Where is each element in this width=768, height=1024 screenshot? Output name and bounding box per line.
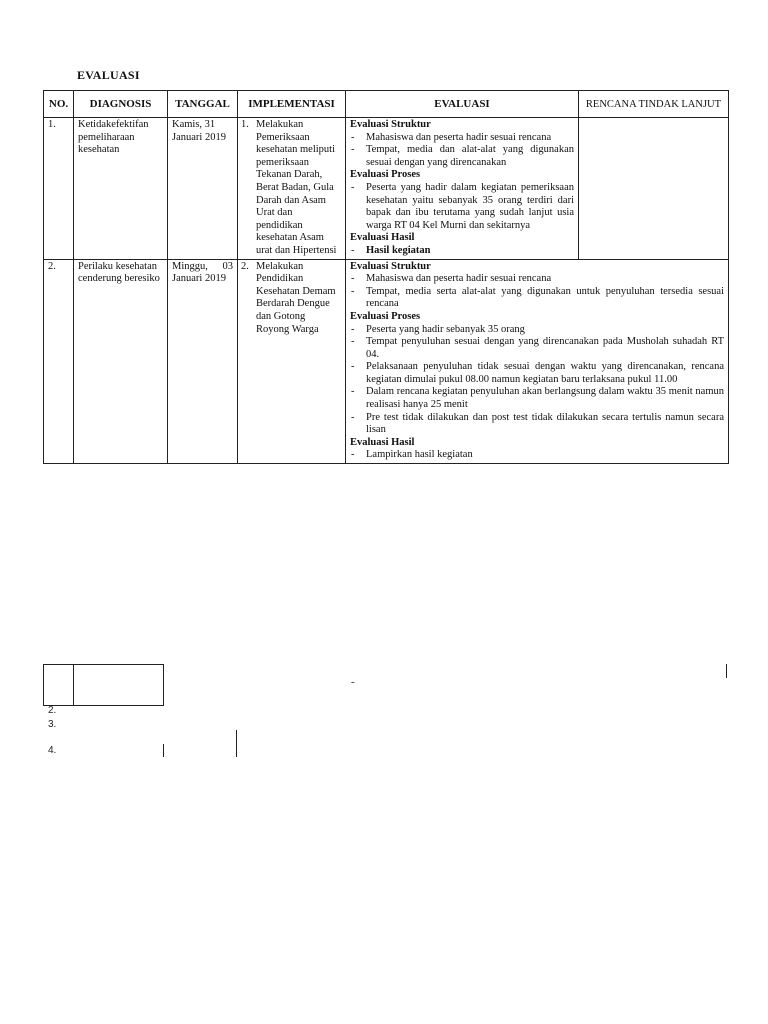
fragment-rule [163, 744, 164, 757]
header-tanggal: TANGGAL [168, 91, 238, 118]
impl-text: Melakukan Pemeriksaan kesehatan meliputi pemeriksaan Tekanan Darah, Berat Badan, Gula Darah dan Asam Urat dan pendidikan kesehatan Asam urat dan Hipertensi [256, 119, 337, 256]
list-item: - Dalam rencana kegiatan penyuluhan akan berlangsung dalam waktu 35 menit namun realisasi hanya 25 menit [351, 386, 724, 411]
list-item: - Mahasiswa dan peserta hadir sesuai rencana [351, 131, 552, 143]
cell-no: 1. [44, 118, 74, 260]
eval-hasil-title: Evaluasi Hasil [350, 436, 415, 448]
eval-proses-title: Evaluasi Proses [350, 310, 421, 322]
impl-number: 2. [241, 260, 249, 272]
table-fragment-divider [73, 665, 74, 705]
list-item: - Pre test tidak dilakukan dan post test tidak dilakukan secara tertulis namun secara lisan [351, 411, 724, 436]
list-item: - Tempat penyuluhan sesuai dengan yang direncanakan pada Musholah suhadah RT 04. [351, 336, 724, 360]
table-fragment-box [43, 664, 164, 706]
dash-marker: - [351, 181, 355, 193]
eval-proses-title: Evaluasi Proses [350, 169, 421, 181]
impl-number: 1. [241, 119, 249, 130]
dash-marker: - [351, 131, 355, 143]
header-evaluasi: EVALUASI [346, 91, 579, 118]
cell-tanggal: Minggu, 03 Januari 2019 [168, 259, 238, 464]
header-rencana: RENCANA TINDAK LANJUT [579, 91, 729, 118]
dash-marker: - [351, 144, 355, 156]
dash-marker: - [351, 323, 355, 335]
impl-text: Melakukan Pendidikan Kesehatan Demam Berdarah Dengue dan Gotong Royong Warga [256, 260, 336, 335]
eval-struktur-title: Evaluasi Struktur [350, 260, 431, 272]
evaluation-table [43, 90, 729, 464]
cell-no: 2. [44, 259, 74, 464]
cell-implementasi [238, 118, 346, 260]
list-item: - Peserta yang hadir dalam kegiatan pemeriksaan kesehatan yaitu sebanyak 35 orang terdiri dari bapak dan ibu terutama yang sudah lanjut usia warga RT 04 Kel Murni dan sekitarnya [351, 181, 574, 231]
fragment-rule [236, 730, 237, 757]
header-diagnosis: DIAGNOSIS [74, 91, 168, 118]
dash-marker: - [351, 411, 355, 423]
header-implementasi: IMPLEMENTASI [238, 91, 346, 118]
list-item: - Peserta yang hadir sebanyak 35 orang [351, 323, 525, 335]
dash-marker: - [351, 273, 355, 285]
dash-marker: - [351, 285, 355, 297]
list-number: 2. [48, 705, 57, 716]
fragment-rule [726, 664, 727, 678]
cell-diagnosis: Ketidakefektifan pemeliharaan kesehatan [74, 118, 168, 260]
eval-struktur-title: Evaluasi Struktur [350, 119, 431, 130]
list-item: - Lampirkan hasil kegiatan [351, 449, 473, 461]
list-item: - Hasil kegiatan [351, 244, 431, 256]
list-item: - Mahasiswa dan peserta hadir sesuai rencana [351, 273, 552, 285]
cell-diagnosis: Perilaku kesehatan cenderung beresiko [74, 259, 168, 464]
cell-tanggal: Kamis, 31 Januari 2019 [168, 118, 238, 260]
dash-marker: - [351, 244, 355, 256]
header-no: NO. [44, 91, 74, 118]
cell-rencana [579, 118, 729, 260]
fragment-dash: - [351, 676, 355, 688]
dash-marker: - [351, 449, 355, 461]
section-heading: EVALUASI [77, 68, 140, 82]
table-header-row [44, 91, 729, 118]
table-row [44, 118, 729, 260]
eval-hasil-title: Evaluasi Hasil [350, 232, 415, 244]
list-item: - Pelaksanaan penyuluhan tidak sesuai dengan waktu yang direncanakan, rencana kegiatan dimulai pukul 08.00 namun kegiatan baru terlaksana pukul 11.00 [351, 361, 724, 385]
dash-marker: - [351, 386, 355, 398]
cell-implementasi [238, 259, 346, 464]
cell-evaluasi [346, 259, 729, 464]
cell-evaluasi [346, 118, 579, 260]
list-item: - Tempat, media dan alat-alat yang digunakan sesuai dengan yang direncanakan [351, 144, 574, 168]
list-number: 4. [48, 745, 57, 756]
list-number: 3. [48, 719, 57, 730]
table-row [44, 259, 729, 464]
list-item: - Tempat, media serta alat-alat yang digunakan untuk penyuluhan tersedia sesuai rencana [351, 285, 724, 310]
dash-marker: - [351, 336, 355, 348]
dash-marker: - [351, 361, 355, 373]
